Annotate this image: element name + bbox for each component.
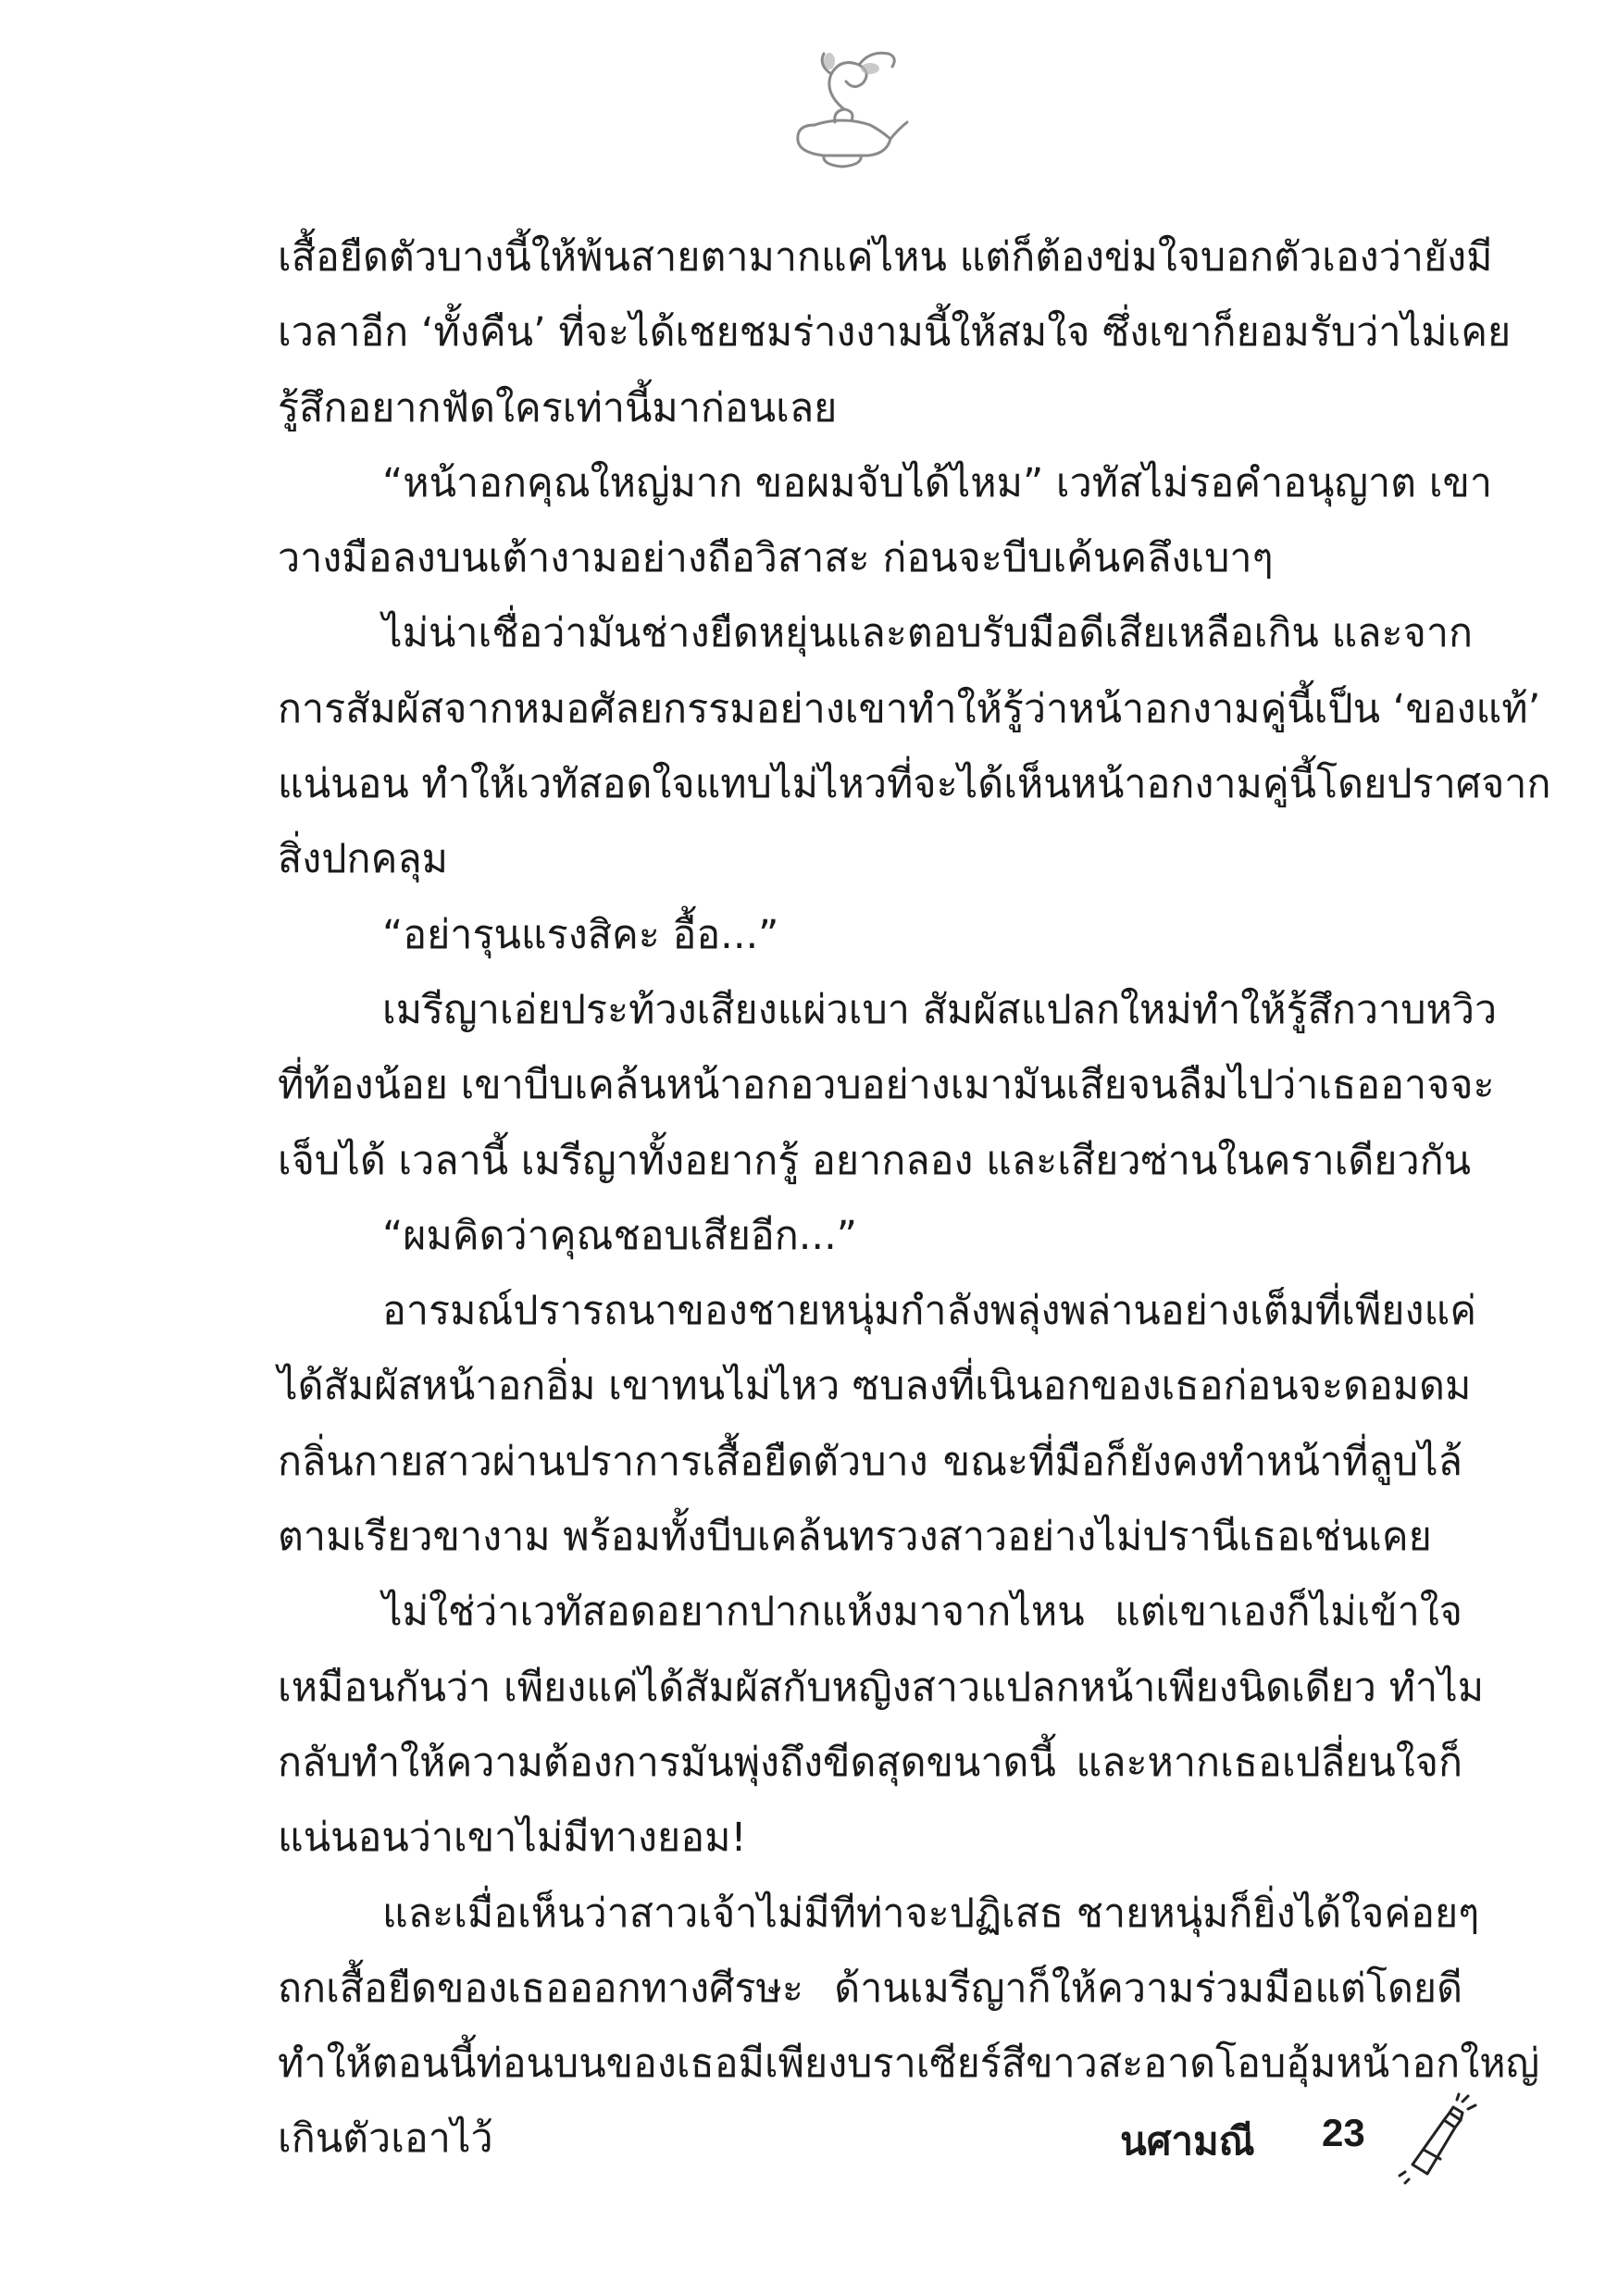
book-title: นศามณี	[1120, 2118, 1255, 2164]
text-line: ไม่น่าเชื่อว่ามันช่างยืดหยุ่นและตอบรับมือดีเสียเหลือเกิน และจาก	[382, 610, 1474, 657]
cocktail-shaker-icon	[1387, 2092, 1479, 2185]
text-line: “ผมคิดว่าคุณชอบเสียอีก...”	[382, 1212, 858, 1259]
text-line: กลับทำให้ความต้องการมันพุ่งถึงขีดสุดขนาดนี้ และหากเธอเปลี่ยนใจก็	[278, 1739, 1462, 1786]
page-number: 23	[1322, 2111, 1365, 2154]
text-line: และเมื่อเห็นว่าสาวเจ้าไม่มีทีท่าจะปฏิเสธ ชายหนุ่มก็ยิ่งได้ใจค่อยๆ	[382, 1890, 1480, 1937]
text-line: สิ่งปกคลุม	[278, 836, 449, 883]
text-line: ไม่ใช่ว่าเวทัสอดอยากปากแห้งมาจากไหน แต่เขาเองก็ไม่เข้าใจ	[382, 1589, 1462, 1636]
text-line: เวลาอีก ‘ทั้งคืน’ ที่จะได้เชยชมร่างงามนี้ให้สมใจ ซึ่งเขาก็ยอมรับว่าไม่เคย	[278, 309, 1512, 356]
text-line: ทำให้ตอนนี้ท่อนบนของเธอมีเพียงบราเซียร์สีขาวสะอาดโอบอุ้มหน้าอกใหญ่	[278, 2040, 1540, 2088]
genie-lamp-icon	[759, 37, 926, 176]
body-text	[278, 220, 1551, 2177]
page-footer	[1120, 2092, 1490, 2185]
text-line: ที่ท้องน้อย เขาบีบเคล้นหน้าอกอวบอย่างเมามันเสียจนลืมไปว่าเธออาจจะ	[278, 1062, 1495, 1109]
text-line: เมรีญาเอ่ยประท้วงเสียงแผ่วเบา สัมผัสแปลกใหม่ทำให้รู้สึกวาบหวิว	[382, 986, 1498, 1033]
text-line: ตามเรียวขางาม พร้อมทั้งบีบเคล้นทรวงสาวอย่างไม่ปรานีเธอเช่นเคย	[278, 1514, 1432, 1561]
text-line: “หน้าอกคุณใหญ่มาก ขอผมจับได้ไหม” เวทัสไม่รอคำอนุญาต เขา	[382, 459, 1492, 506]
text-line: แน่นอน ทำให้เวทัสอดใจแทบไม่ไหวที่จะได้เห็นหน้าอกงามคู่นี้โดยปราศจาก	[278, 761, 1551, 808]
text-line: เจ็บได้ เวลานี้ เมรีญาทั้งอยากรู้ อยากลอง และเสียวซ่านในคราเดียวกัน	[278, 1137, 1472, 1184]
text-line: การสัมผัสจากหมอศัลยกรรมอย่างเขาทำให้รู้ว่าหน้าอกงามคู่นี้เป็น ‘ของแท้’	[278, 685, 1541, 732]
text-line: อารมณ์ปรารถนาของชายหนุ่มกำลังพลุ่งพล่านอย่างเต็มที่เพียงแค่	[382, 1288, 1476, 1335]
text-line: เกินตัวเอาไว้	[278, 2115, 493, 2163]
text-line: เสื้อยืดตัวบางนี้ให้พ้นสายตามากแค่ไหน แต่ก็ต้องข่มใจบอกตัวเองว่ายังมี	[278, 234, 1493, 281]
text-line: กลิ่นกายสาวผ่านปราการเสื้อยืดตัวบาง ขณะที่มือก็ยังคงทำหน้าที่ลูบไล้	[278, 1438, 1462, 1485]
text-line: แน่นอนว่าเขาไม่มีทางยอม!	[278, 1815, 747, 1862]
text-line: “อย่ารุนแรงสิคะ อื้อ...”	[382, 911, 779, 958]
text-line: เหมือนกันว่า เพียงแค่ได้สัมผัสกับหญิงสาวแปลกหน้าเพียงนิดเดียว ทำไม	[278, 1664, 1485, 1711]
text-line: รู้สึกอยากฟัดใครเท่านี้มาก่อนเลย	[278, 384, 838, 431]
text-line: ได้สัมผัสหน้าอกอิ่ม เขาทนไม่ไหว ซบลงที่เนินอกของเธอก่อนจะดอมดม	[278, 1363, 1472, 1410]
text-line: วางมือลงบนเต้างามอย่างถือวิสาสะ ก่อนจะบีบเค้นคลึงเบาๆ	[278, 535, 1274, 582]
text-line: ถกเสื้อยืดของเธอออกทางศีรษะ ด้านเมรีญาก็ให้ความร่วมมือแต่โดยดี	[278, 1965, 1462, 2012]
